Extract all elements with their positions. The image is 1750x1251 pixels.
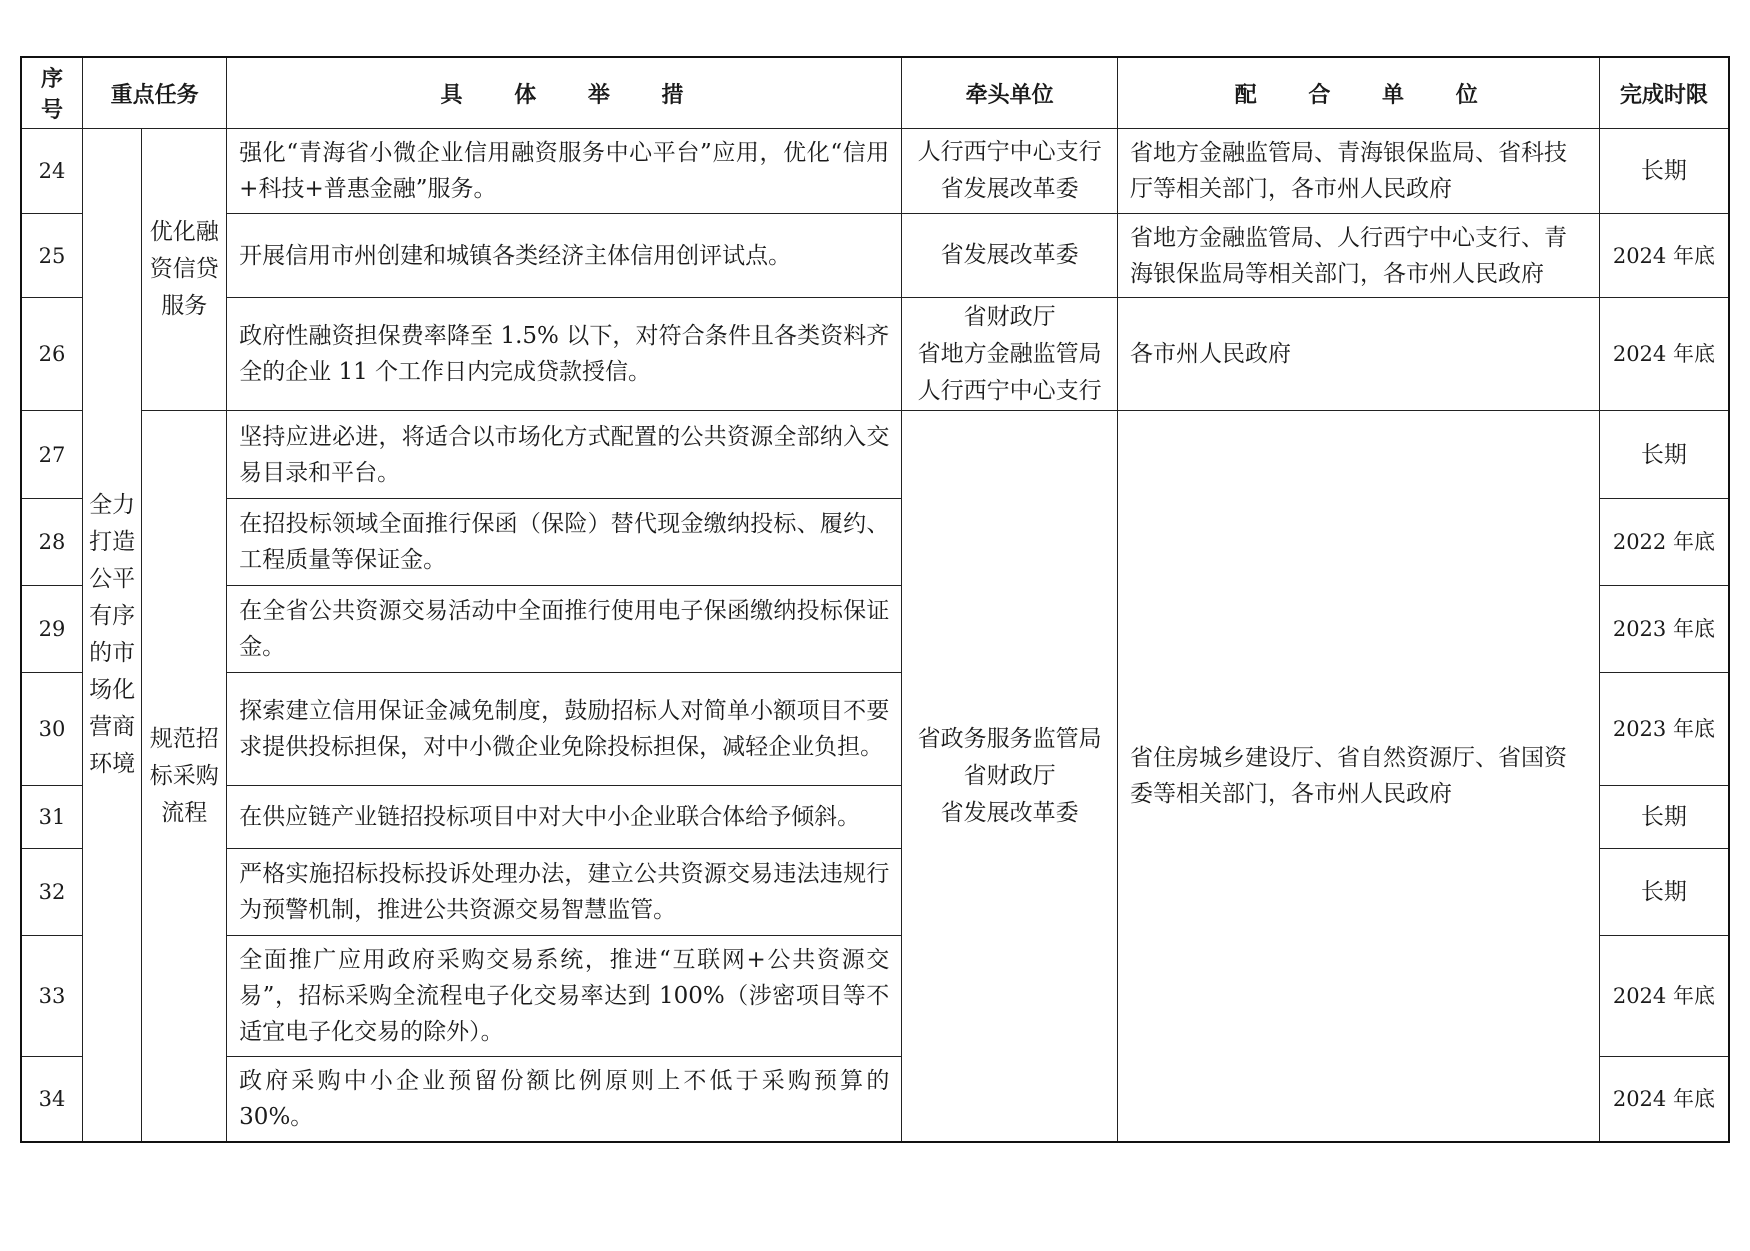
task-table (20, 56, 1730, 1143)
row-coop: 各市州人民政府 (1118, 298, 1600, 411)
header-seq: 序号 (21, 57, 82, 129)
row-deadline: 2022 年底 (1599, 499, 1729, 586)
row-lead: 省发展改革委 (902, 214, 1118, 298)
row-seq: 32 (21, 849, 82, 936)
row-seq: 30 (21, 673, 82, 786)
row-coop: 省地方金融监管局、青海银保监局、省科技厅等相关部门，各市州人民政府 (1118, 129, 1600, 214)
row-measure: 强化“青海省小微企业信用融资服务中心平台”应用，优化“信用+科技+普惠金融”服务。 (227, 129, 902, 214)
row-measure: 探索建立信用保证金减免制度，鼓励招标人对简单小额项目不要求提供投标担保，对中小微企业免除投标担保，减轻企业负担。 (227, 673, 902, 786)
row-measure: 在招投标领域全面推行保函（保险）替代现金缴纳投标、履约、工程质量等保证金。 (227, 499, 902, 586)
header-task: 重点任务 (82, 57, 226, 129)
row-measure: 在供应链产业链招投标项目中对大中小企业联合体给予倾斜。 (227, 786, 902, 849)
row-deadline: 2024 年底 (1599, 936, 1729, 1057)
merged-lead: 省政务服务监管局 省财政厅 省发展改革委 (902, 411, 1118, 1143)
row-measure: 在全省公共资源交易活动中全面推行使用电子保函缴纳投标保证金。 (227, 586, 902, 673)
row-seq: 24 (21, 129, 82, 214)
row-measure: 政府采购中小企业预留份额比例原则上不低于采购预算的 30%。 (227, 1057, 902, 1143)
row-measure: 开展信用市州创建和城镇各类经济主体信用创评试点。 (227, 214, 902, 298)
row-lead: 人行西宁中心支行 省发展改革委 (902, 129, 1118, 214)
row-measure: 政府性融资担保费率降至 1.5% 以下，对符合条件且各类资料齐全的企业 11 个工作日内完成贷款授信。 (227, 298, 902, 411)
header-measure: 具 体 举 措 (227, 57, 902, 129)
row-seq: 28 (21, 499, 82, 586)
row-seq: 27 (21, 411, 82, 499)
table-row (21, 129, 1729, 214)
row-deadline: 长期 (1599, 129, 1729, 214)
table-row (21, 214, 1729, 298)
row-deadline: 2023 年底 (1599, 586, 1729, 673)
task-group-bidding: 规范招标采购流程 (142, 411, 227, 1143)
row-seq: 31 (21, 786, 82, 849)
row-deadline: 2024 年底 (1599, 1057, 1729, 1143)
task-group-financing: 优化融资信贷服务 (142, 129, 227, 411)
row-lead: 省财政厅 省地方金融监管局 人行西宁中心支行 (902, 298, 1118, 411)
row-measure: 严格实施招标投标投诉处理办法，建立公共资源交易违法违规行为预警机制，推进公共资源交易智慧监管。 (227, 849, 902, 936)
row-measure: 坚持应进必进，将适合以市场化方式配置的公共资源全部纳入交易目录和平台。 (227, 411, 902, 499)
row-coop: 省地方金融监管局、人行西宁中心支行、青海银保监局等相关部门，各市州人民政府 (1118, 214, 1600, 298)
row-deadline: 2023 年底 (1599, 673, 1729, 786)
task-main: 全力打造公平有序的市场化营商环境 (82, 129, 141, 1143)
row-seq: 34 (21, 1057, 82, 1143)
row-measure: 全面推广应用政府采购交易系统，推进“互联网+公共资源交易”，招标采购全流程电子化交易率达到 100%（涉密项目等不适宜电子化交易的除外）。 (227, 936, 902, 1057)
row-deadline: 长期 (1599, 411, 1729, 499)
row-seq: 25 (21, 214, 82, 298)
row-deadline: 长期 (1599, 786, 1729, 849)
row-deadline: 长期 (1599, 849, 1729, 936)
row-deadline: 2024 年底 (1599, 298, 1729, 411)
row-seq: 26 (21, 298, 82, 411)
row-seq: 33 (21, 936, 82, 1057)
table-row (21, 298, 1729, 411)
merged-coop: 省住房城乡建设厅、省自然资源厅、省国资委等相关部门，各市州人民政府 (1118, 411, 1600, 1143)
table-row (21, 411, 1729, 499)
header-deadline: 完成时限 (1599, 57, 1729, 129)
header-coop: 配 合 单 位 (1118, 57, 1600, 129)
row-seq: 29 (21, 586, 82, 673)
row-deadline: 2024 年底 (1599, 214, 1729, 298)
header-lead: 牵头单位 (902, 57, 1118, 129)
header-row (21, 57, 1729, 129)
